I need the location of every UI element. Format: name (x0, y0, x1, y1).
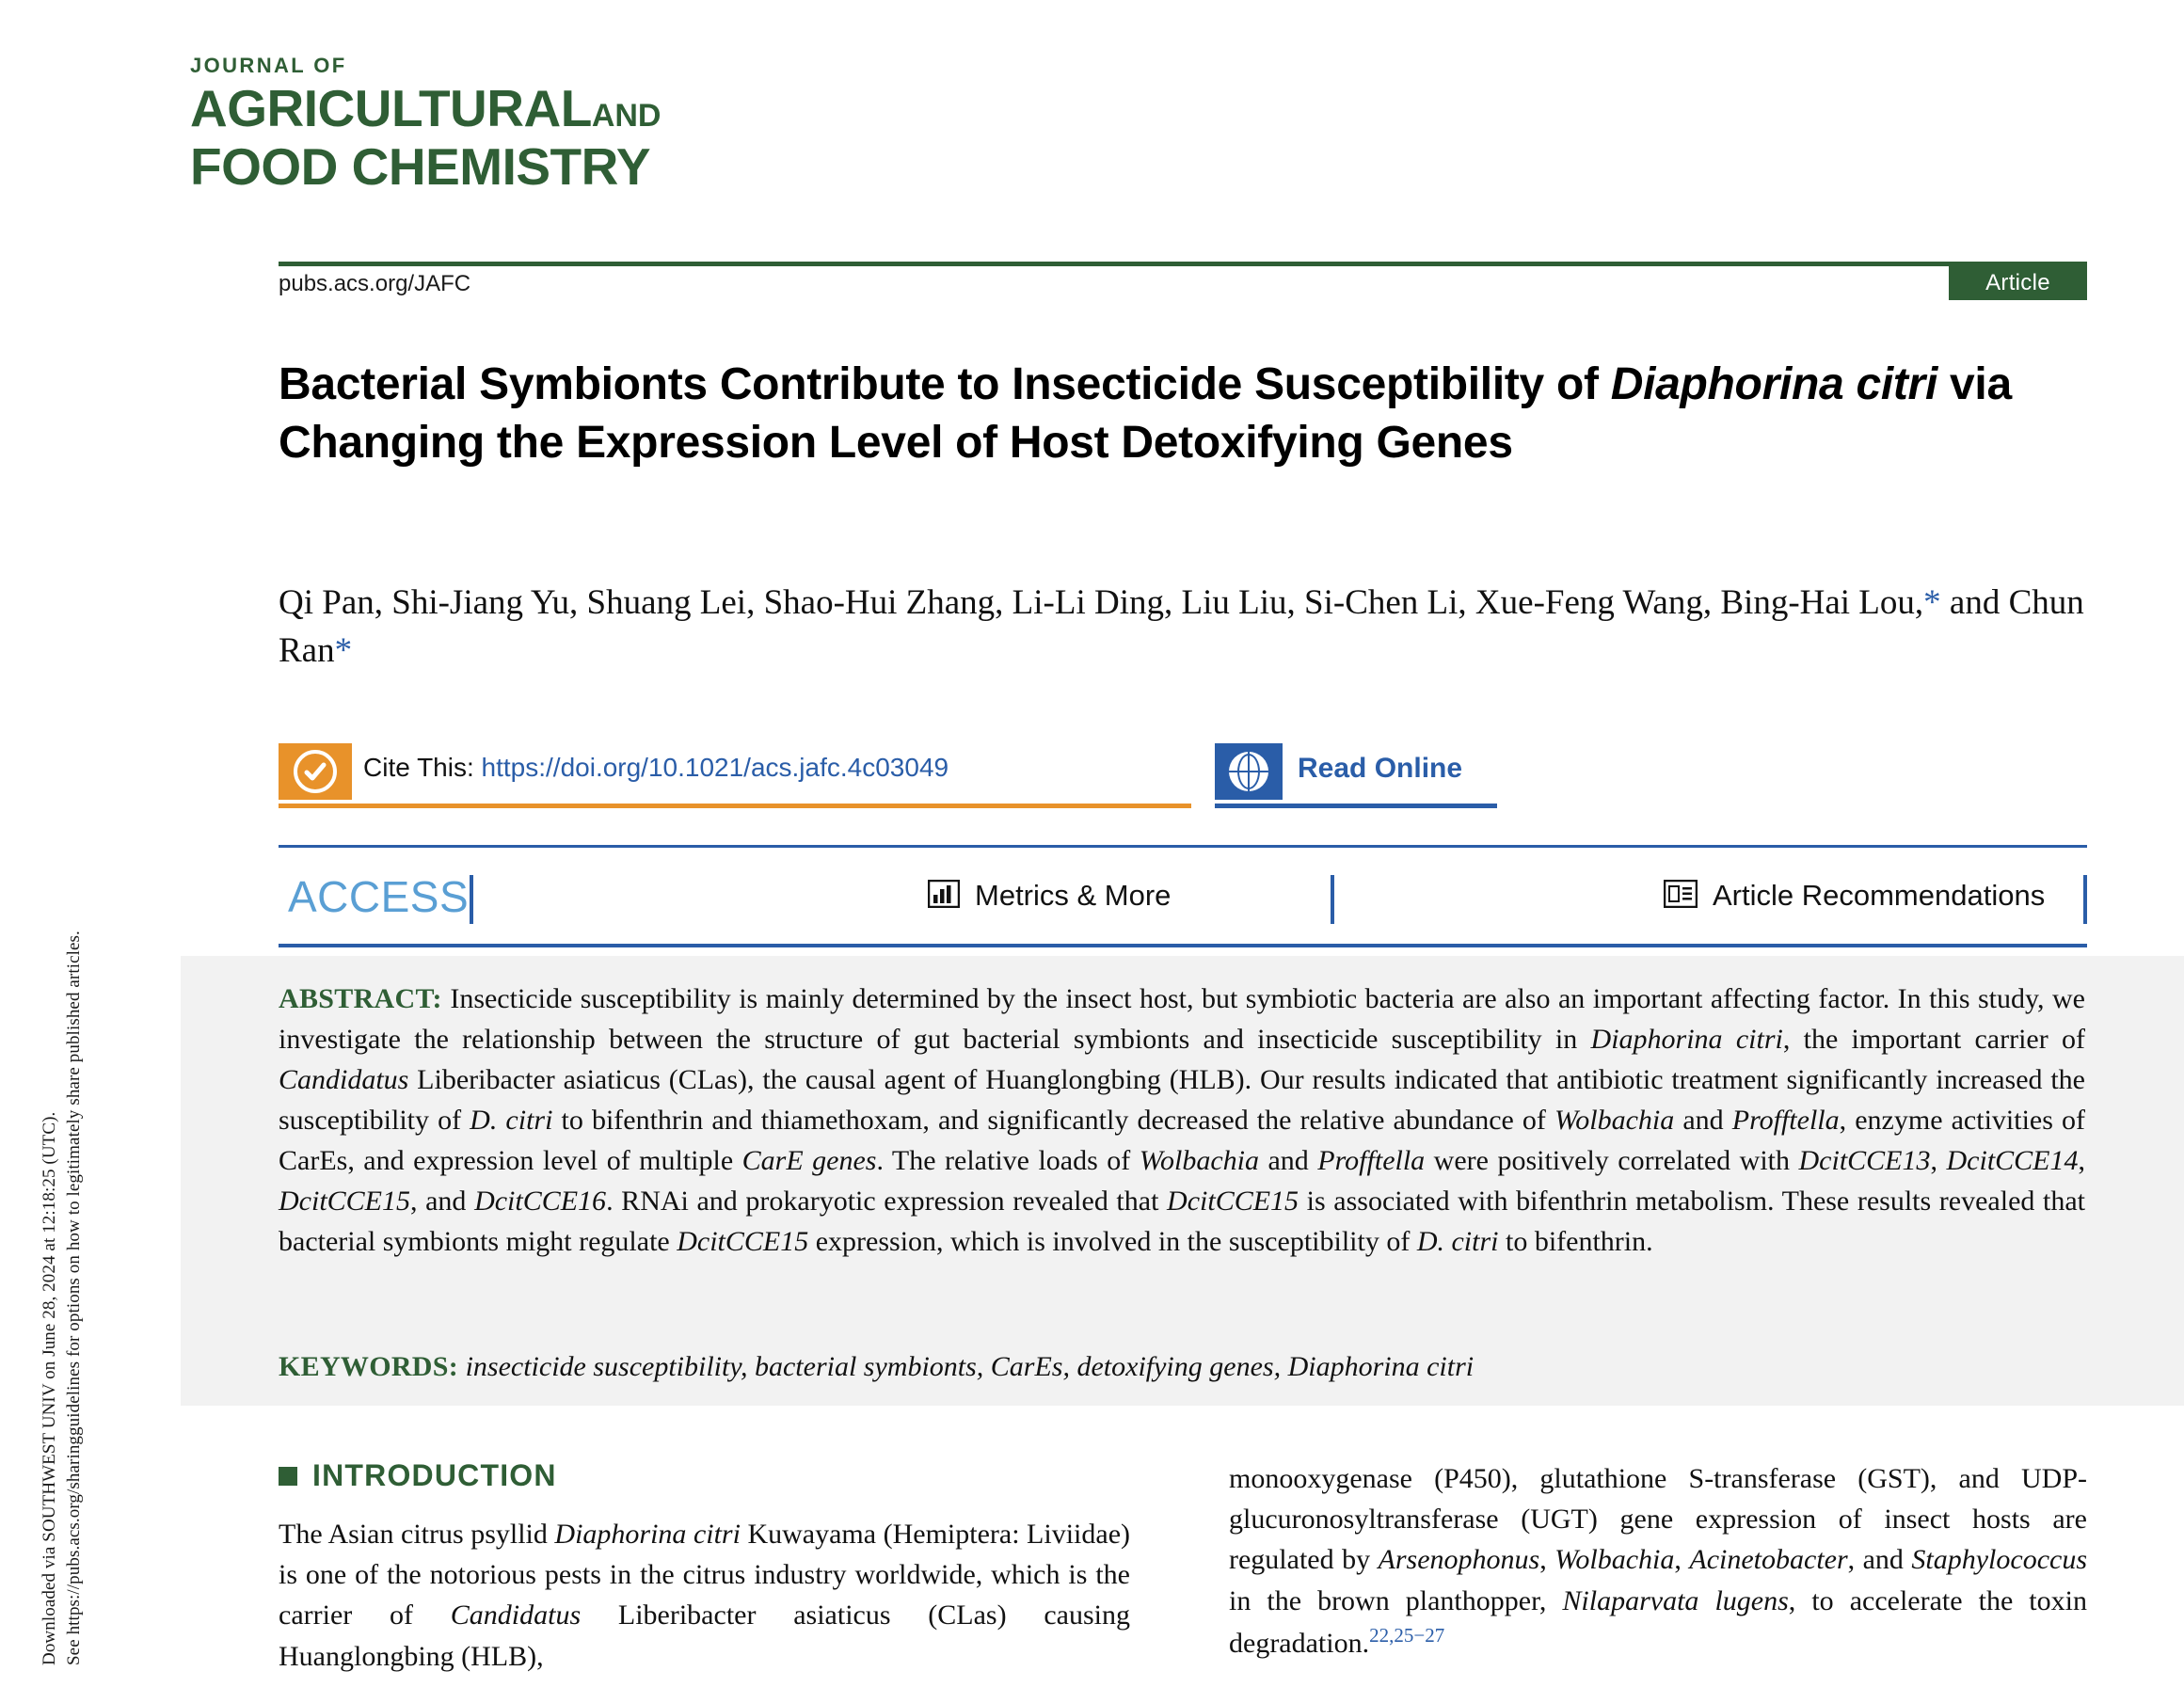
globe-icon (1215, 743, 1283, 800)
sidebar-sharing-line: See https://pubs.acs.org/sharingguidelines for options on how to legitimately share published articles. (64, 931, 84, 1665)
body-column-right (1229, 1458, 2087, 1663)
corresponding-author-asterisk: * (1923, 583, 1941, 622)
header-rule (279, 262, 2087, 266)
author-names: Qi Pan, Shi-Jiang Yu, Shuang Lei, Shao-Hui Zhang, Li-Li Ding, Liu Liu, Si-Chen Li, Xue-Feng Wang, Bing-Hai Lou, (279, 583, 1924, 622)
access-divider-1 (470, 875, 473, 924)
author-list (279, 579, 2095, 675)
access-top-rule (279, 845, 2087, 848)
read-online-underline (1215, 804, 1497, 808)
masthead-agricultural-text: AGRICULTURAL (190, 79, 592, 138)
title-species-italic: Diaphorina citri (1610, 359, 1937, 409)
masthead-agricultural (190, 80, 849, 138)
body-column-left (279, 1458, 1130, 1677)
cite-this-label: Cite This: (363, 753, 474, 782)
cite-underline (279, 804, 1191, 808)
author-names-tail: and Chun Ran (279, 583, 2084, 671)
doi-link[interactable]: https://doi.org/10.1021/acs.jafc.4c03049 (481, 753, 949, 782)
abstract-panel (181, 956, 2184, 1406)
keywords-heading: KEYWORDS: (279, 1351, 459, 1382)
corresponding-author-asterisk-2: * (334, 631, 353, 671)
pubs-url[interactable]: pubs.acs.org/JAFC (279, 271, 471, 296)
article-type-badge: Article (1949, 266, 2087, 300)
cite-this-bar[interactable] (279, 743, 1191, 805)
abstract-text-block (279, 979, 2085, 1262)
introduction-paragraph: The Asian citrus psyllid Diaphorina citri Kuwayama (Hemiptera: Liviidae) is one of the notorious pests in the citrus industry worldwide, which is the carrier of Candidatus Liberibacter asiaticus (CLas) causing Huanglongbing (HLB), (279, 1519, 1130, 1672)
bar-chart-icon (928, 880, 960, 913)
introduction-label: INTRODUCTION (312, 1458, 557, 1492)
downloaded-via-sidebar (0, 0, 90, 1687)
masthead-and: AND (591, 98, 662, 135)
reference-superscript[interactable]: 22,25−27 (1369, 1623, 1445, 1647)
access-label[interactable]: ACCESS (288, 872, 470, 921)
journal-masthead (190, 55, 849, 196)
title-part-2: via Changing the Expression Level of Host Detoxifying Genes (279, 359, 2012, 469)
section-bullet-icon (279, 1467, 297, 1486)
article-page (90, 0, 2184, 1687)
article-recommendations-link[interactable] (1664, 879, 2045, 913)
metrics-and-more-link[interactable] (928, 879, 1171, 913)
right-column-paragraph (1229, 1458, 2087, 1663)
access-divider-2 (1331, 875, 1334, 924)
page-title (279, 356, 2048, 473)
sidebar-download-line: Downloaded via SOUTHWEST UNIV on June 28, 2024 at 12:18:25 (UTC). (40, 1111, 59, 1665)
recommendations-label: Article Recommendations (1713, 879, 2046, 912)
access-bar (279, 864, 2087, 939)
cite-this-text (363, 753, 949, 783)
access-bottom-rule (279, 944, 2087, 947)
section-heading-introduction (279, 1458, 1130, 1493)
article-list-icon (1664, 880, 1698, 913)
title-part-1: Bacterial Symbionts Contribute to Insecticide Susceptibility of (279, 359, 1611, 409)
abstract-heading: ABSTRACT: (279, 983, 442, 1014)
read-online-label[interactable]: Read Online (1298, 753, 1463, 784)
keywords-line (279, 1351, 2085, 1383)
masthead-food-chemistry: FOOD CHEMISTRY (190, 136, 651, 196)
right-paragraph-text: monooxygenase (P450), glutathione S-transferase (GST), and UDP-glucuronosyltransferase (UGT) gene expression of insect hosts are regulated by Arsenophonus, Wolbachia, Acinetobacter, and Staphylococcus in the brown planthopper, Nilaparvata lugens, to accelerate the toxin degradation. (1229, 1463, 2088, 1659)
access-divider-3 (2083, 875, 2087, 924)
metrics-label: Metrics & More (975, 879, 1172, 912)
masthead-journal-of: JOURNAL OF (190, 54, 347, 77)
keywords-text: insecticide susceptibility, bacterial symbionts, CarEs, detoxifying genes, Diaphorina citri (465, 1351, 1475, 1382)
crossmark-icon (279, 743, 352, 800)
abstract-text: Insecticide susceptibility is mainly determined by the insect host, but symbiotic bacteria are also an important affecting factor. In this study, we investigate the relationship between the structure of gut bacterial symbionts and insecticide susceptibility in Diaphorina citri, the important carrier of Candidatus Liberibacter asiaticus (CLas), the causal agent of Huanglongbing (HLB). Our results indicated that antibiotic treatment significantly increased the susceptibility of D. citri to bifenthrin and thiamethoxam, and significantly decreased the relative abundance of Wolbachia and Profftella, enzyme activities of CarEs, and expression level of multiple CarE genes. The relative loads of Wolbachia and Profftella were positively correlated with DcitCCE13, DcitCCE14, DcitCCE15, and DcitCCE16. RNAi and prokaryotic expression revealed that DcitCCE15 is associated with bifenthrin metabolism. These results revealed that bacterial symbionts might regulate DcitCCE15 expression, which is involved in the susceptibility of D. citri to bifenthrin. (279, 983, 2085, 1258)
read-online-button[interactable] (1215, 743, 1497, 805)
